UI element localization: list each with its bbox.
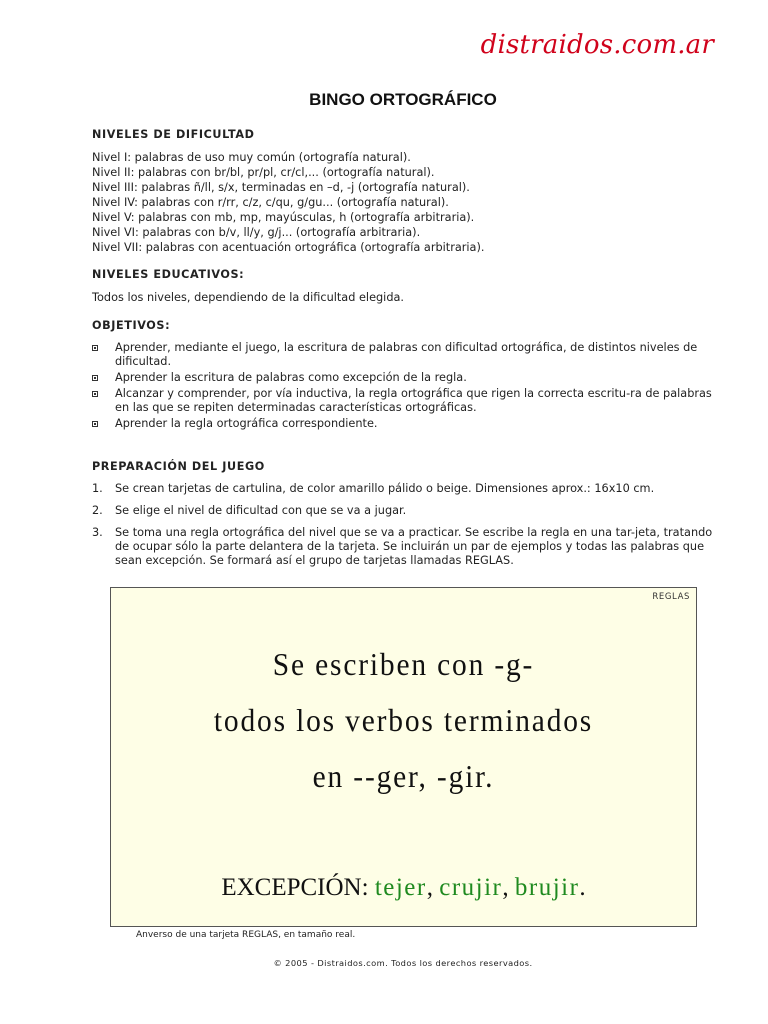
objetivo-item <box>92 417 722 431</box>
exception-separator: , <box>502 874 509 901</box>
objetivo-text: Aprender, mediante el juego, la escritura de palabras con dificultad ortográfica, de distintos niveles de dificultad. <box>115 341 698 368</box>
nivel-item: Nivel VII: palabras con acentuación ortográfica (ortografía arbitraria). <box>92 241 485 254</box>
exception-word: brujir <box>514 874 580 901</box>
exception-word: crujir <box>439 874 503 901</box>
item-text: Se elige el nivel de dificultad con que se va a jugar. <box>115 504 407 517</box>
card-rule-line: en --ger, -gir. <box>312 758 495 794</box>
heading-niveles-dificultad: NIVELES DE DIFICULTAD <box>92 128 255 141</box>
card-rule-line: todos los verbos terminados <box>213 702 594 738</box>
checkbox-bullet-icon <box>92 391 98 397</box>
item-number: 2. <box>92 504 103 517</box>
exception-separator: , <box>426 874 433 901</box>
objetivo-item <box>92 387 722 415</box>
preparacion-item <box>92 504 722 518</box>
card-caption: Anverso de una tarjeta REGLAS, en tamaño real. <box>136 930 356 940</box>
objetivo-text: Alcanzar y comprender, por vía inductiva, la regla ortográfica que rigen la correcta escritu-ra de palabras en las que se repiten determinadas características ortográficas. <box>115 387 712 414</box>
niveles-dificultad-list <box>92 150 484 255</box>
niveles-educativos-text <box>92 290 404 305</box>
card-rule-line: Se escriben con -g- <box>272 646 535 682</box>
brand-logo: distraidos.com.ar <box>480 30 714 60</box>
preparacion-list <box>92 482 722 576</box>
checkbox-bullet-icon <box>92 375 98 381</box>
card-exception <box>111 874 696 902</box>
footer-copyright: © 2005 - Distraidos.com. Todos los derechos reservados. <box>273 958 533 968</box>
checkbox-bullet-icon <box>92 345 98 351</box>
nivel-item: Nivel IV: palabras con r/rr, c/z, c/qu, g/gu... (ortografía natural). <box>92 196 449 209</box>
objetivo-text: Aprender la regla ortográfica correspondiente. <box>115 417 378 430</box>
preparacion-item <box>92 482 722 496</box>
reglas-card <box>110 587 697 927</box>
checkbox-bullet-icon <box>92 421 98 427</box>
heading-objetivos: OBJETIVOS: <box>92 319 171 332</box>
item-number: 3. <box>92 526 103 539</box>
exception-label: EXCEPCIÓN: <box>221 874 369 901</box>
page-title: BINGO ORTOGRÁFICO <box>309 90 497 109</box>
item-number: 1. <box>92 482 103 495</box>
card-tag: REGLAS <box>652 592 690 602</box>
preparacion-item <box>92 526 722 568</box>
exception-end: . <box>579 874 586 901</box>
nivel-item: Nivel V: palabras con mb, mp, mayúsculas, h (ortografía arbitraria). <box>92 211 475 224</box>
nivel-item: Nivel II: palabras con br/bl, pr/pl, cr/cl,... (ortografía natural). <box>92 166 435 179</box>
niveles-educativos-line: Todos los niveles, dependiendo de la dificultad elegida. <box>92 291 405 304</box>
item-text: Se toma una regla ortográfica del nivel que se va a practicar. Se escribe la regla en una tar-jeta, tratando de ocupar sólo la parte delantera de la tarjeta. Se incluirán un par de ejemplos y todas las palabras que sean excepción. Se formará así el grupo de tarjetas llamadas REGLAS. <box>115 526 713 567</box>
item-text: Se crean tarjetas de cartulina, de color amarillo pálido o beige. Dimensiones aprox.: 16x10 cm. <box>115 482 655 495</box>
nivel-item: Nivel VI: palabras con b/v, ll/y, g/j... (ortografía arbitraria). <box>92 226 421 239</box>
exception-word: tejer <box>374 874 427 901</box>
nivel-item: Nivel III: palabras ñ/ll, s/x, terminadas en –d, -j (ortografía natural). <box>92 181 470 194</box>
heading-niveles-educativos: NIVELES EDUCATIVOS: <box>92 268 245 281</box>
heading-preparacion: PREPARACIÓN DEL JUEGO <box>92 460 265 473</box>
nivel-item: Nivel I: palabras de uso muy común (ortografía natural). <box>92 151 411 164</box>
objetivo-item <box>92 341 722 369</box>
objetivo-text: Aprender la escritura de palabras como excepción de la regla. <box>115 371 467 384</box>
objetivos-list <box>92 341 722 433</box>
objetivo-item <box>92 371 722 385</box>
